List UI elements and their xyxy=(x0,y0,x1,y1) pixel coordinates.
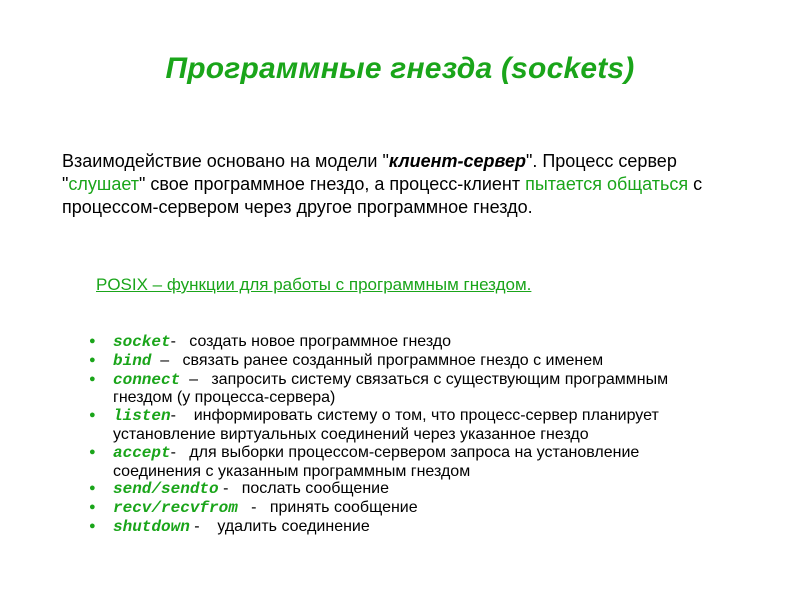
function-description: послать сообщение xyxy=(241,480,389,498)
function-description: информировать систему о том, что процесс-сервер планирует установление виртуальных соединений через указанное гнездо xyxy=(113,407,659,443)
bullet-icon: ● xyxy=(89,501,96,514)
bullet-icon: ● xyxy=(89,519,96,532)
intro-paragraph xyxy=(62,150,712,219)
posix-heading: POSIX – функции для работы с программным гнездом. xyxy=(96,275,532,294)
function-item xyxy=(84,518,724,537)
intro-text-1: Взаимодействие основано на модели " xyxy=(62,151,389,171)
function-description: для выборки процессом-сервером запроса на установление соединения с указанным программным гнездом xyxy=(113,443,640,480)
intro-text-3: " свое программное гнездо, а процесс-клиент xyxy=(139,174,526,194)
bullet-icon: ● xyxy=(89,445,96,458)
function-separator: - xyxy=(218,480,242,498)
bullet-icon: ● xyxy=(89,353,96,366)
function-item xyxy=(84,444,724,481)
function-separator: - xyxy=(170,443,190,461)
function-separator: - xyxy=(189,517,218,535)
function-item xyxy=(84,371,724,408)
function-item xyxy=(84,480,724,499)
function-name: send/sendto xyxy=(113,480,219,499)
function-separator: – xyxy=(151,351,183,369)
tries-communicate-term: пытается общаться xyxy=(525,174,689,194)
function-name: listen xyxy=(113,407,171,426)
function-name: shutdown xyxy=(113,517,190,536)
function-separator: - xyxy=(170,407,194,425)
function-name: socket xyxy=(113,333,171,351)
function-separator: - xyxy=(170,333,190,350)
function-list xyxy=(84,333,724,537)
function-item xyxy=(84,499,724,518)
bullet-icon: ● xyxy=(89,372,96,385)
function-name: accept xyxy=(113,443,171,462)
bullet-icon: ● xyxy=(89,335,96,347)
function-description: принять сообщение xyxy=(269,499,418,517)
function-description: удалить соединение xyxy=(217,517,370,535)
client-server-term: клиент-сервер xyxy=(388,151,526,171)
bullet-icon: ● xyxy=(89,482,96,495)
function-item xyxy=(84,352,724,371)
function-name: connect xyxy=(113,370,181,389)
function-description: запросить систему связаться с существующим программным гнездом (у процесса-сервера) xyxy=(113,370,669,407)
slide-title: Программные гнезда (sockets) xyxy=(165,52,635,85)
intro-text-4: с процессом-сервером через другое программное гнездо. xyxy=(62,174,703,217)
function-name: bind xyxy=(113,351,152,370)
function-separator: – xyxy=(180,370,212,388)
listens-term: слушает xyxy=(68,174,140,194)
intro-text-2: ". Процесс сервер " xyxy=(62,151,677,194)
function-separator: - xyxy=(237,499,270,517)
function-item xyxy=(84,407,724,444)
bullet-icon: ● xyxy=(89,409,96,422)
function-description: создать новое программное гнездо xyxy=(189,333,452,350)
function-description: связать ранее созданный программное гнездо с именем xyxy=(182,351,604,369)
function-name: recv/recvfrom xyxy=(113,499,238,518)
function-item xyxy=(84,333,724,352)
